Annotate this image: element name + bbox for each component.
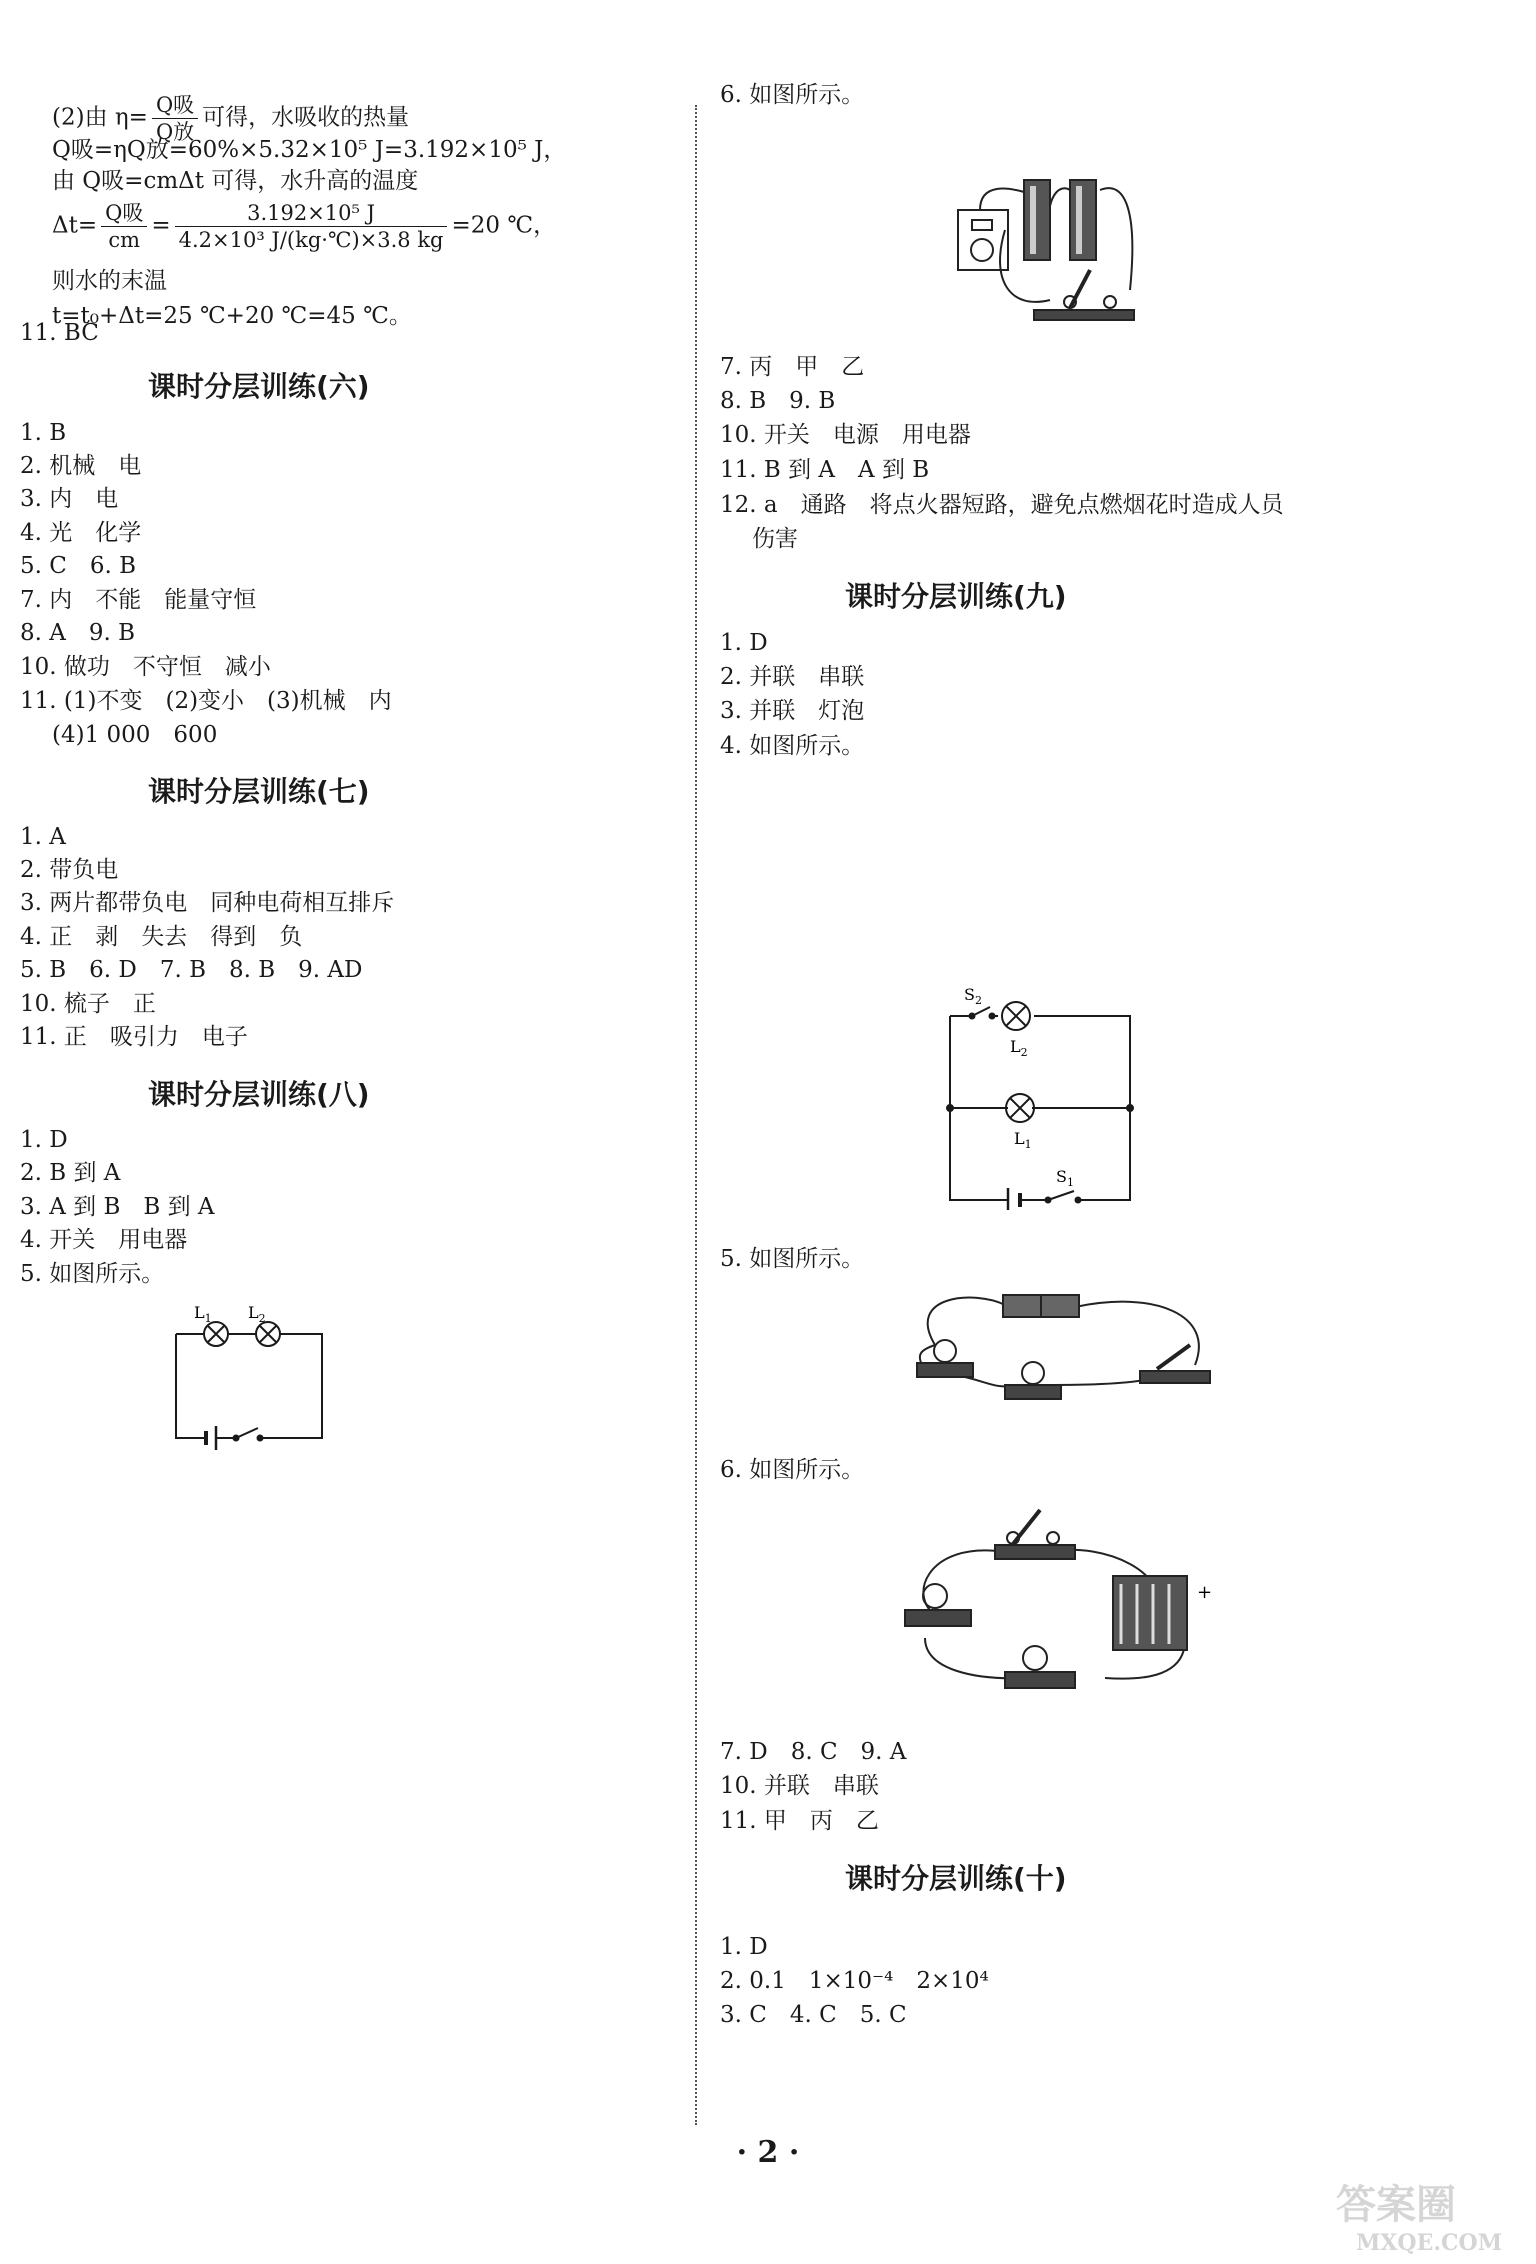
eta-intro: (2)由 η= (52, 104, 148, 131)
s9-item: 11. 甲 丙 乙 (720, 1808, 879, 1834)
battery-icon (206, 1426, 216, 1450)
lamp-label: $L_2$ (1010, 1037, 1028, 1059)
s9-item: 3. 并联 灯泡 (720, 698, 865, 724)
s6-item: 7. 内 不能 能量守恒 (20, 587, 257, 613)
s9-item: 1. D (720, 630, 768, 656)
s8-item: 7. 丙 甲 乙 (720, 354, 865, 380)
s8-item: 1. D (20, 1127, 68, 1153)
physical-circuit-drawing (885, 1500, 1225, 1700)
s9-item: 7. D 8. C 9. A (720, 1739, 907, 1765)
s8-item: 3. A 到 B B 到 A (20, 1194, 215, 1220)
s6-item: 5. C 6. B (20, 553, 137, 579)
parallel-circuit-wires (950, 1016, 1130, 1200)
battery-icon (1003, 1295, 1079, 1317)
s6-item: (4)1 000 600 (52, 722, 218, 748)
dt-rhs: =20 ℃， (451, 212, 557, 239)
s9-item: 10. 并联 串联 (720, 1773, 879, 1799)
s7-item: 11. 正 吸引力 电子 (20, 1024, 248, 1050)
dt-formula-line (52, 200, 556, 253)
bulb-icon (1005, 1362, 1061, 1399)
q-absorbed-line: Q吸=ηQ放=60%×5.32×10⁵ J=3.192×10⁵ J， (52, 137, 567, 163)
s8-item: 11. B 到 A A 到 B (720, 457, 930, 483)
junction-dot (1127, 1105, 1133, 1111)
physical-circuit-drawing (895, 1285, 1225, 1405)
final-temp-eq: t=t₀+Δt=25 ℃+20 ℃=45 ℃。 (52, 303, 412, 329)
series-circuit-wires (176, 1334, 322, 1438)
s6-item: 1. B (20, 420, 67, 446)
s6-item: 10. 做功 不守恒 减小 (20, 654, 271, 680)
s9-item: 5. 如图所示。 (720, 1246, 865, 1272)
section-title-9: 课时分层训练(九) (845, 580, 1067, 613)
battery-icon (1008, 1188, 1020, 1210)
lamp-label: $L_2$ (248, 1303, 266, 1325)
physical-circuit-drawing (950, 170, 1190, 340)
wire (980, 188, 1132, 302)
dt-f1-denominator: cm (108, 228, 141, 252)
lamp-icon (204, 1322, 228, 1346)
s9-item: 6. 如图所示。 (720, 1457, 865, 1483)
s8-item: 10. 开关 电源 用电器 (720, 422, 971, 448)
dt-equals: = (151, 212, 171, 239)
s7-item: 5. B 6. D 7. B 8. B 9. AD (20, 957, 363, 983)
bulb-icon (917, 1340, 973, 1377)
s10-item: 2. 0.1 1×10⁻⁴ 2×10⁴ (720, 1968, 989, 1994)
battery-icon (1024, 180, 1096, 260)
switch-label: $S_2$ (964, 985, 982, 1007)
section-title-8: 课时分层训练(八) (148, 1078, 370, 1111)
s6-item: 11. (1)不变 (2)变小 (3)机械 内 (20, 688, 392, 714)
switch-icon (1034, 270, 1134, 320)
s7-item: 2. 带负电 (20, 857, 119, 883)
junction-dot (947, 1105, 953, 1111)
s6-item: 2. 机械 电 (20, 453, 142, 479)
battery-plus-label: + (1197, 1582, 1213, 1603)
q11-answer: 11. BC (20, 320, 99, 346)
section-title-10: 课时分层训练(十) (845, 1862, 1067, 1895)
s8-item: 2. B 到 A (20, 1160, 121, 1186)
dt-f1-numerator: Q吸 (101, 200, 147, 227)
section-title-6: 课时分层训练(六) (148, 370, 370, 403)
s8-item: 伤害 (752, 526, 798, 552)
series-circuit-diagram (160, 1300, 360, 1460)
bulb-icon (1005, 1646, 1075, 1688)
eta-denominator: Q放 (155, 120, 195, 144)
dt-f2-denominator: 4.2×10³ J/(kg·℃)×3.8 kg (178, 228, 444, 252)
switch-label: $S_1$ (1056, 1167, 1074, 1189)
s8-item: 12. a 通路 将点火器短路，避免点燃烟花时造成人员 (720, 492, 1284, 518)
eta-numerator: Q吸 (152, 92, 198, 119)
watermark-url: MXQE.COM (1356, 2230, 1503, 2256)
page-number: · 2 · (736, 2135, 800, 2170)
s8-item: 5. 如图所示。 (20, 1261, 165, 1287)
s8-item: 6. 如图所示。 (720, 82, 865, 108)
s6-item: 4. 光 化学 (20, 520, 142, 546)
s7-item: 4. 正 剥 失去 得到 负 (20, 924, 303, 950)
dt-f2-numerator: 3.192×10⁵ J (175, 200, 448, 227)
s6-item: 8. A 9. B (20, 620, 136, 646)
s10-item: 3. C 4. C 5. C (720, 2002, 907, 2028)
s7-item: 10. 梳子 正 (20, 991, 156, 1017)
dt-lhs: Δt= (52, 212, 98, 239)
watermark-logo (1328, 2172, 1518, 2258)
switch-icon (970, 1007, 995, 1019)
parallel-circuit-diagram (930, 980, 1170, 1210)
bulb-icon (905, 1584, 971, 1626)
dt-fraction-2 (175, 200, 448, 253)
lamp-icon (1006, 1094, 1034, 1122)
switch-icon (1046, 1191, 1081, 1203)
switch-icon (234, 1428, 263, 1441)
s8-item: 8. B 9. B (720, 388, 836, 414)
s6-item: 3. 内 电 (20, 486, 119, 512)
lamp-icon (1002, 1002, 1030, 1030)
s9-item: 4. 如图所示。 (720, 733, 865, 759)
s9-item: 2. 并联 串联 (720, 664, 865, 690)
section-title-7: 课时分层训练(七) (148, 775, 370, 808)
battery-icon (1113, 1576, 1187, 1650)
final-temp-label: 则水的末温 (52, 268, 167, 294)
lamp-label: $L_1$ (1014, 1129, 1032, 1151)
dt-intro-line: 由 Q吸=cmΔt 可得，水升高的温度 (52, 168, 419, 194)
s7-item: 3. 两片都带负电 同种电荷相互排斥 (20, 890, 395, 916)
switch-icon (995, 1510, 1075, 1559)
lamp-label: $L_1$ (194, 1303, 212, 1325)
s10-item: 1. D (720, 1934, 768, 1960)
dt-fraction-1 (101, 200, 147, 253)
s7-item: 1. A (20, 824, 66, 850)
s8-item: 4. 开关 用电器 (20, 1227, 188, 1253)
watermark-text: 答案圈 (1336, 2181, 1456, 2228)
lamp-icon (256, 1322, 280, 1346)
eta-intro-tail: 可得，水吸收的热量 (202, 104, 410, 131)
column-divider (695, 105, 697, 2125)
